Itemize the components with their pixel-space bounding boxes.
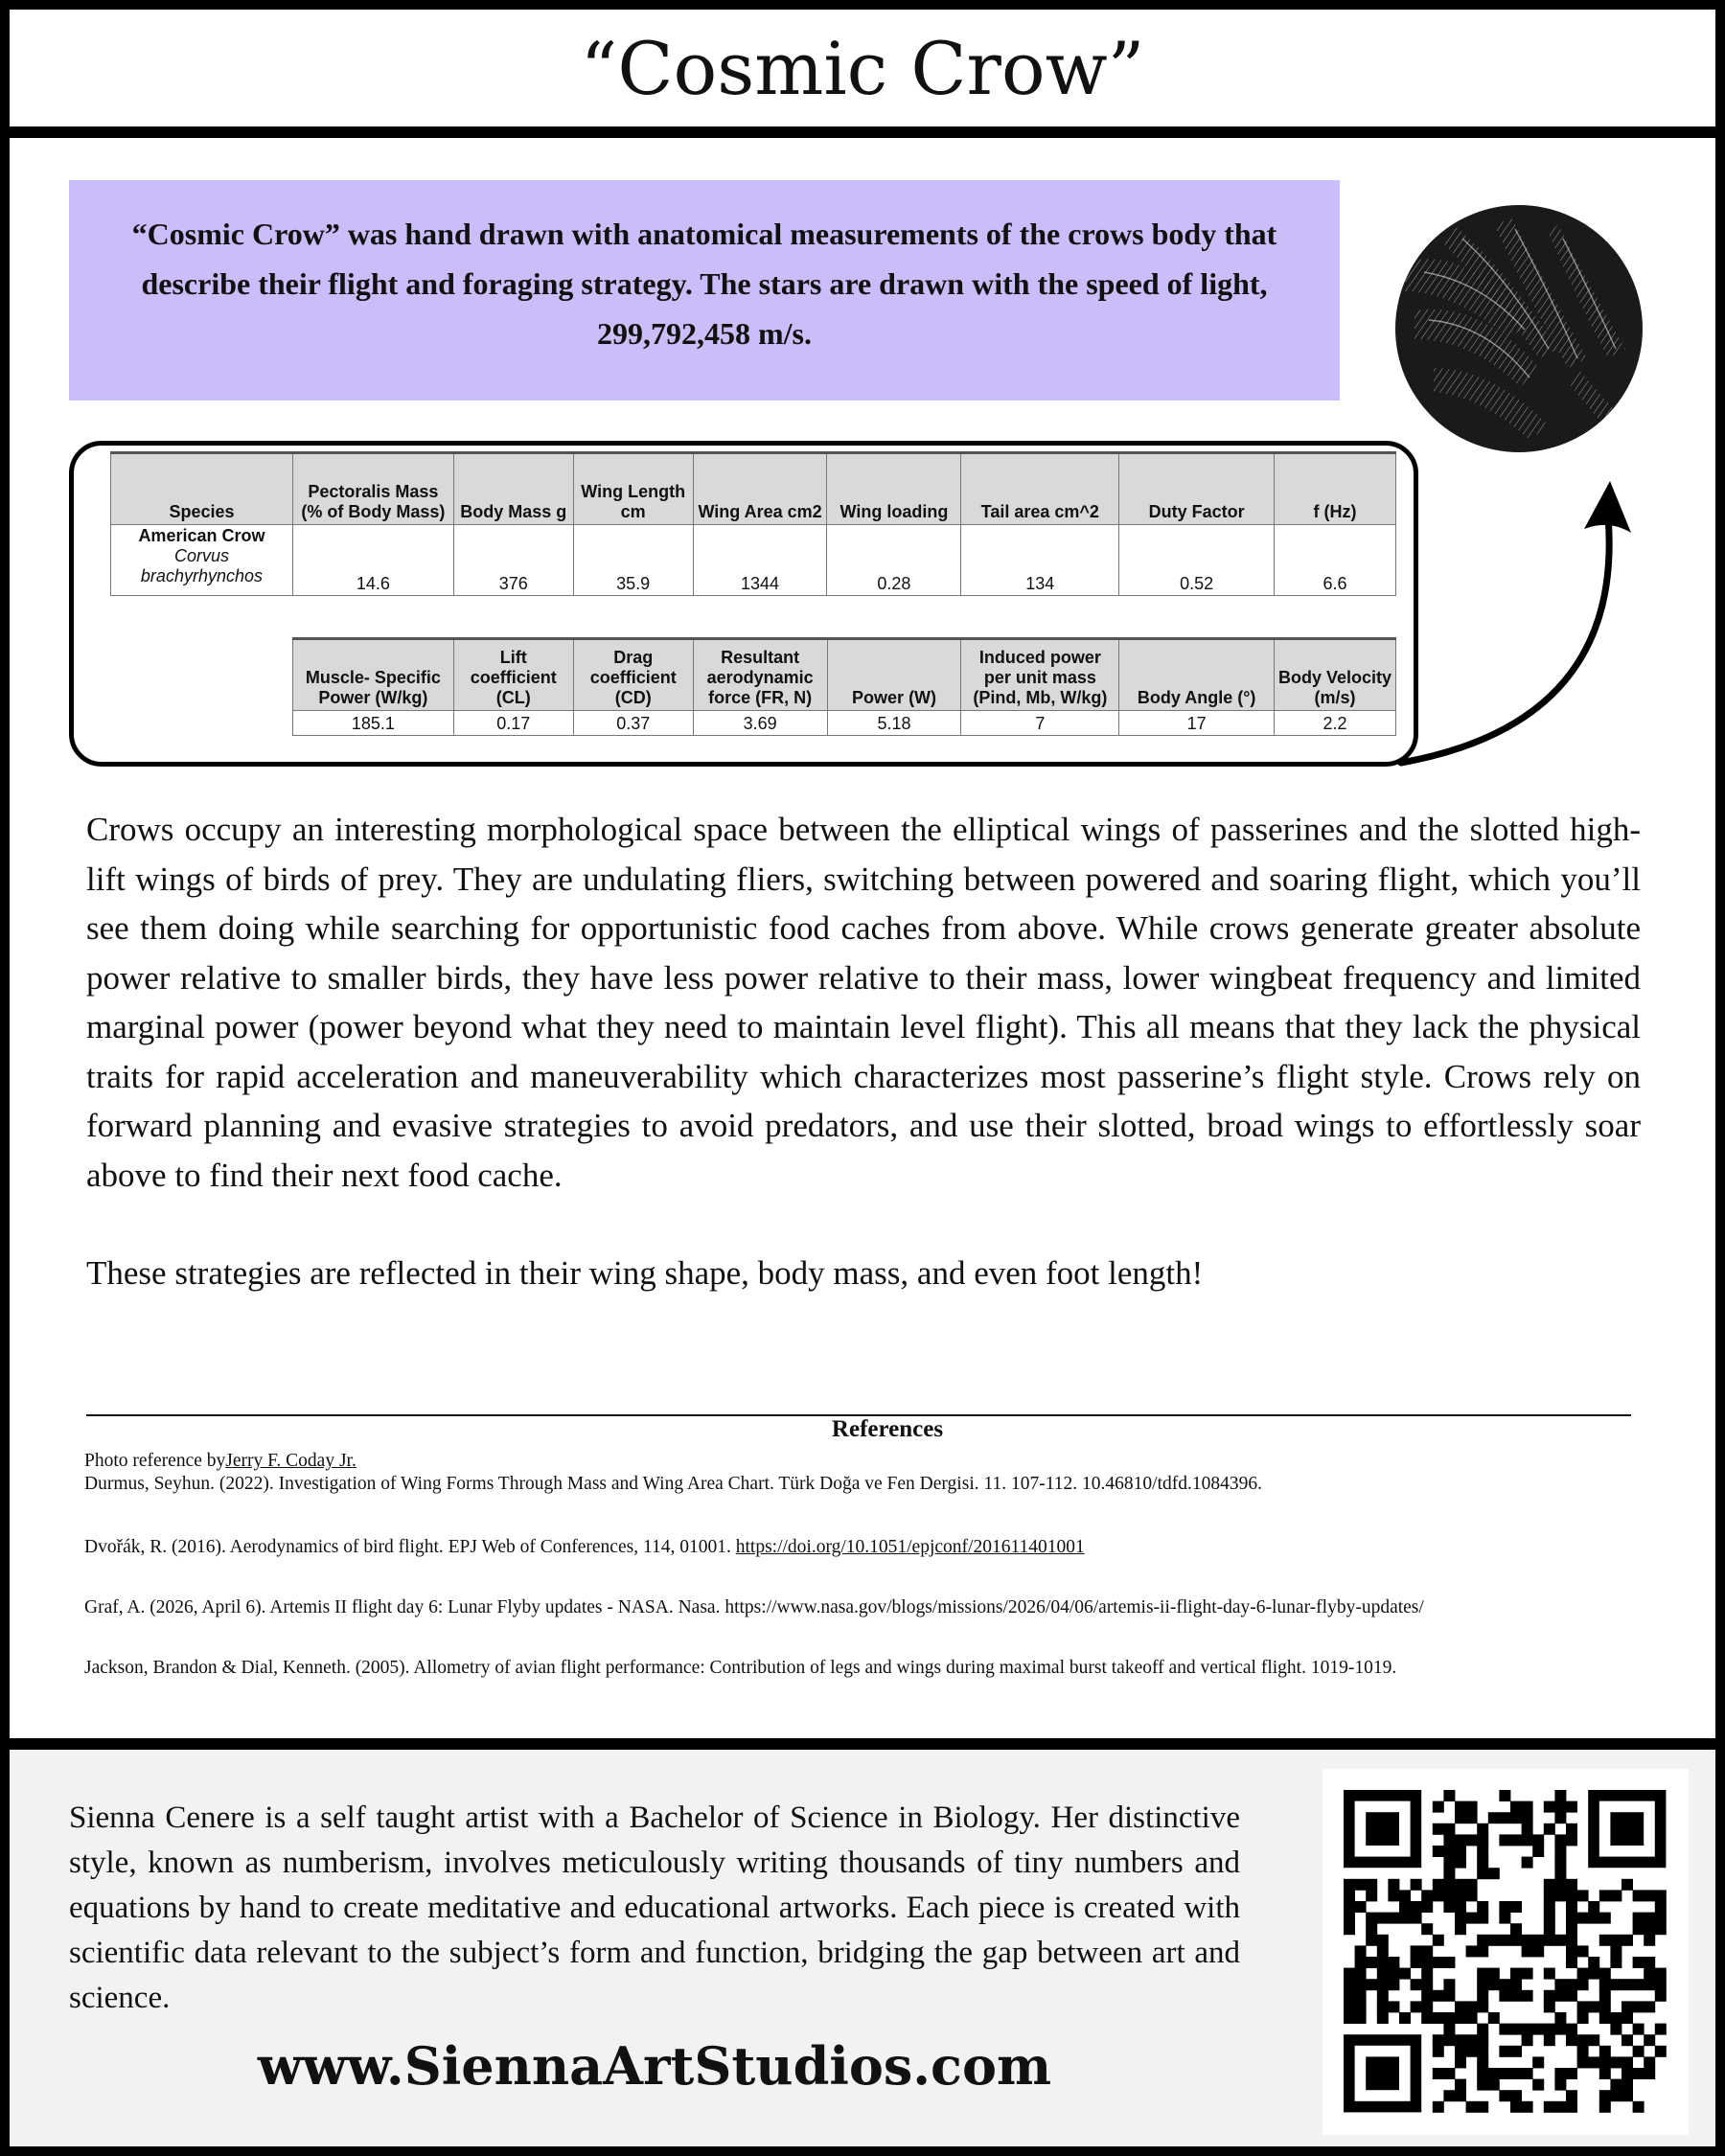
morphology-table [110,451,1396,596]
value-frequency: 6.6 [1275,525,1396,596]
artist-bio: Sienna Cenere is a self taught artist with a Bachelor of Science in Biology. Her distinctive style, known as numberism, involves meticulously writing thousands of tiny numbers and equations by hand to create meditative and educational artworks. Each piece is created with scientific data relevant to the subject’s form and function, bridging the gap between art and science. [69,1800,1240,2015]
value-tail-area: 134 [961,525,1119,596]
reference-item [84,1537,1085,1558]
header-body-mass: Body Mass g [453,453,573,525]
value-body-angle: 17 [1119,711,1275,736]
photo-credit-link[interactable]: Jerry F. Coday Jr. [225,1451,356,1471]
reference-photo [84,1451,356,1472]
body-text [86,805,1641,1298]
table-row [293,711,1396,736]
main-panel [10,138,1715,1738]
header-drag-coefficient: Drag coefficient (CD) [573,639,693,711]
body-paragraph: These strategies are reflected in their wing shape, body mass, and even foot length! [86,1254,1204,1292]
value-pectoralis-mass: 14.6 [292,525,453,596]
table-row [111,525,1396,596]
value-body-velocity: 2.2 [1275,711,1396,736]
header-wing-length: Wing Length cm [573,453,693,525]
header-duty-factor: Duty Factor [1119,453,1275,525]
header-frequency: f (Hz) [1275,453,1396,525]
header-body-velocity: Body Velocity (m/s) [1275,639,1396,711]
reference-item: Durmus, Seyhun. (2022). Investigation of Wing Forms Through Mass and Wing Area Chart. Türk Doğa ve Fen Dergisi. 11. 107-112. 10.46810/tdfd.1084396. [84,1474,1262,1494]
value-wing-area: 1344 [693,525,827,596]
curved-arrow-icon [1390,464,1658,780]
aerodynamics-table [292,637,1396,736]
reference-text: Dvořák, R. (2016). Aerodynamics of bird flight. EPJ Web of Conferences, 114, 01001. [84,1537,731,1557]
reference-item: Graf, A. (2026, April 6). Artemis II flight day 6: Lunar Flyby updates - NASA. Nasa. https://www.nasa.gov/blogs/missions/2026/04/06/artemis-ii-flight-day-6-lunar-flyby-updates/ [84,1597,1424,1617]
photo-reference-label: Photo reference by [84,1451,226,1471]
page-title: “Cosmic Crow” [580,25,1145,111]
value-induced-power: 7 [961,711,1119,736]
value-wing-loading: 0.28 [827,525,961,596]
doi-link[interactable]: https://doi.org/10.1051/epjconf/201611401001 [735,1537,1085,1557]
value-body-mass: 376 [453,525,573,596]
reference-item: Jackson, Brandon & Dial, Kenneth. (2005). Allometry of avian flight performance: Contribution of legs and wings during maximal burst takeoff and vertical flight. 1019-1019. [84,1658,1397,1678]
header-muscle-power: Muscle- Specific Power (W/kg) [293,639,454,711]
header-power: Power (W) [827,639,961,711]
value-duty-factor: 0.52 [1119,525,1275,596]
value-wing-length: 35.9 [573,525,693,596]
value-drag-coefficient: 0.37 [573,711,693,736]
value-power: 5.18 [827,711,961,736]
body-paragraph: Crows occupy an interesting morphological space between the elliptical wings of passerines and the slotted high-lift wings of birds of prey. They are undulating fliers, switching between powered and soaring flight, which you’ll see them doing while searching for opportunistic food caches from above. While crows generate greater absolute power relative to smaller birds, they have less power relative to their mass, lower wingbeat frequency and limited marginal power (power beyond what they need to maintain level flight). This all means that they lack the physical traits for rapid acceleration and maneuverability which characterizes most passerine’s flight style. Crows rely on forward planning and evasive strategies to avoid predators, and use their slotted, broad wings to effortlessly soar above to find their next food cache. [86,811,1641,1194]
header-tail-area: Tail area cm^2 [961,453,1119,525]
table-header-row [293,639,1396,711]
website-link[interactable]: www.SiennaArtStudios.com [257,2035,1052,2097]
artist-footer [10,1750,1715,2146]
header-wing-loading: Wing loading [827,453,961,525]
table-header-row [111,453,1396,525]
header-resultant-force: Resultant aerodynamic force (FR, N) [693,639,827,711]
crow-wing-photo-icon [1395,205,1643,452]
value-resultant-force: 3.69 [693,711,827,736]
qr-code-icon[interactable] [1322,1769,1689,2135]
value-lift-coefficient: 0.17 [453,711,573,736]
header-induced-power: Induced power per unit mass (Pind, Mb, W/kg) [961,639,1119,711]
species-latin-name: Corvus brachyrhynchos [140,546,263,585]
intro-box: “Cosmic Crow” was hand drawn with anatomical measurements of the crows body that describe their flight and foraging strategy. The stars are drawn with the speed of light, 299,792,458 m/s. [69,180,1340,401]
species-common-name: American Crow [138,526,265,545]
header-wing-area: Wing Area cm2 [693,453,827,525]
species-cell [111,525,293,596]
value-muscle-power: 185.1 [293,711,454,736]
title-banner [10,10,1715,126]
header-lift-coefficient: Lift coefficient (CL) [453,639,573,711]
header-species: Species [111,453,293,525]
header-body-angle: Body Angle (°) [1119,639,1275,711]
references-title: References [831,1416,944,1442]
header-pectoralis-mass: Pectoralis Mass (% of Body Mass) [292,453,453,525]
data-table-frame [69,441,1418,767]
